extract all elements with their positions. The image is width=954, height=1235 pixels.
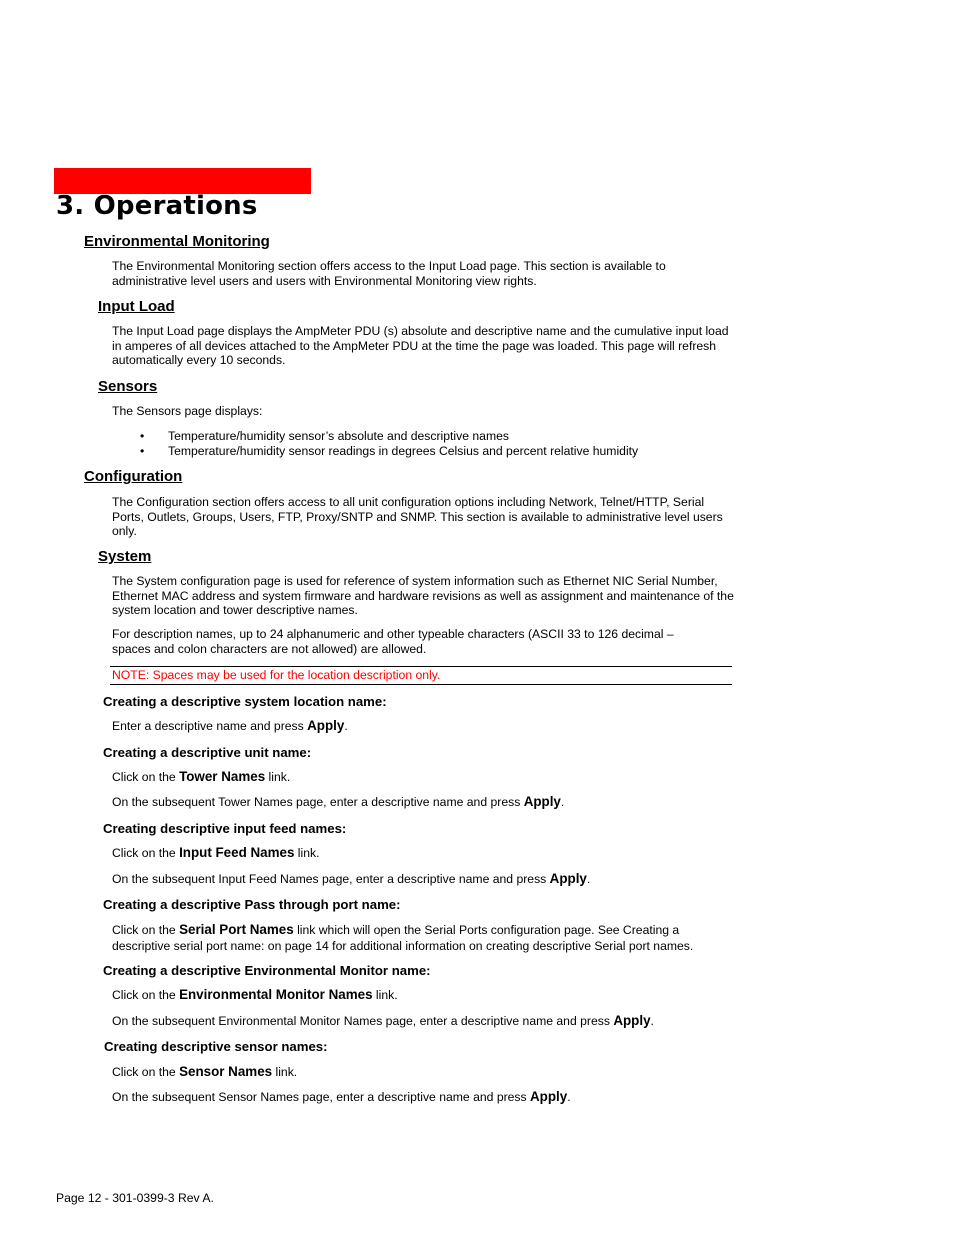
page-footer: Page 12 - 301-0399-3 Rev A.: [56, 1191, 214, 1205]
apply-term: Apply: [523, 794, 561, 809]
sensors-intro: The Sensors page displays:: [112, 404, 263, 418]
unit-name-step-1: [112, 770, 290, 785]
pass-through-step-1-continued: descriptive serial port name: on page 14 for additional information on creating descriptive Serial port names.: [112, 939, 694, 953]
step-text-end: link which will open the Serial Ports configuration page. See Creating a: [293, 923, 680, 937]
environmental-monitor-names-link-term: Environmental Monitor Names: [179, 987, 373, 1002]
sensor-names-link-term: Sensor Names: [179, 1064, 273, 1079]
pass-through-step-1: [112, 923, 679, 938]
input-feed-step-1: [112, 846, 319, 861]
step-text: Click on the: [112, 988, 180, 1002]
step-text: On the subsequent Input Feed Names page, enter a descriptive name and press: [112, 872, 550, 886]
step-text-end: link.: [294, 846, 320, 860]
step-text: On the subsequent Sensor Names page, enter a descriptive name and press: [112, 1090, 531, 1104]
bullet-icon: •: [140, 444, 145, 458]
serial-port-names-link-term: Serial Port Names: [179, 922, 294, 937]
list-item-text: Temperature/humidity sensor’s absolute and descriptive names: [168, 429, 509, 443]
env-monitor-step-1: [112, 988, 398, 1003]
environmental-monitoring-paragraph: The Environmental Monitoring section offers access to the Input Load page. This section is available to administrative level users and users with Environmental Monitoring view rights.: [112, 259, 666, 288]
step-text-end: .: [650, 1014, 654, 1028]
input-load-paragraph: The Input Load page displays the AmpMeter PDU (s) absolute and descriptive name and the cumulative input load in amperes of all devices attached to the AmpMeter PDU at the time the page was loaded. This page will refresh automatically every 10 seconds.: [112, 324, 729, 368]
step-text-end: .: [567, 1090, 571, 1104]
procedure-heading-environmental-monitor-name: Creating a descriptive Environmental Monitor name:: [103, 963, 431, 978]
list-item-text: Temperature/humidity sensor readings in degrees Celsius and percent relative humidity: [168, 444, 639, 458]
tower-names-link-term: Tower Names: [179, 769, 266, 784]
list-item: [138, 444, 638, 459]
step-text: Click on the: [112, 1065, 180, 1079]
step-text-end: link.: [265, 770, 291, 784]
subsection-heading-sensors: Sensors: [98, 378, 158, 395]
sensor-names-step-2: [112, 1090, 571, 1105]
step-text-end: link.: [372, 988, 398, 1002]
apply-term: Apply: [307, 718, 345, 733]
step-text: Click on the: [112, 770, 180, 784]
step-text-end: .: [586, 872, 591, 886]
section-heading-configuration: Configuration: [84, 468, 183, 485]
step-text: Enter a descriptive name and press: [112, 719, 308, 733]
system-description-rules: For description names, up to 24 alphanumeric and other typeable characters (ASCII 33 to 126 decimal – spaces and colon characters are not allowed) are allowed.: [112, 627, 674, 656]
sensor-names-step-1: [112, 1065, 297, 1080]
procedure-heading-unit-name: Creating a descriptive unit name:: [103, 745, 312, 760]
procedure-heading-pass-through-port: Creating a descriptive Pass through port name:: [103, 897, 401, 912]
location-name-step: [112, 719, 348, 734]
apply-term: Apply: [530, 1089, 568, 1104]
apply-term: Apply: [613, 1013, 651, 1028]
step-text-end: link.: [272, 1065, 298, 1079]
step-text: On the subsequent Tower Names page, enter a descriptive name and press: [112, 795, 524, 809]
input-feed-step-2: [112, 872, 590, 887]
system-paragraph: The System configuration page is used for reference of system information such as Ethernet NIC Serial Number, Ethernet MAC address and system firmware and hardware revisions as well as assignment and maintenance of the system location and tower descriptive names.: [112, 574, 734, 618]
step-text: Click on the: [112, 923, 180, 937]
configuration-paragraph: The Configuration section offers access to all unit configuration options including Network, Telnet/HTTP, Serial Ports, Outlets, Groups, Users, FTP, Proxy/SNTP and SNMP. This section is available to administrative level users only.: [112, 495, 723, 539]
unit-name-step-2: [112, 795, 564, 810]
input-feed-names-link-term: Input Feed Names: [179, 845, 295, 860]
procedure-heading-location-name: Creating a descriptive system location name:: [103, 694, 387, 709]
subsection-heading-input-load: Input Load: [98, 298, 175, 315]
step-text-end: .: [560, 795, 565, 809]
apply-term: Apply: [549, 871, 587, 886]
procedure-heading-sensor-names: Creating descriptive sensor names:: [104, 1039, 328, 1054]
step-text-end: .: [344, 719, 348, 733]
note-text: NOTE: Spaces may be used for the location description only.: [112, 668, 441, 682]
sensors-bullet-list: [138, 429, 638, 459]
env-monitor-step-2: [112, 1014, 654, 1029]
list-item: [138, 429, 638, 444]
bullet-icon: •: [140, 429, 145, 443]
chapter-title: 3. Operations: [56, 191, 258, 221]
section-heading-environmental-monitoring: Environmental Monitoring: [84, 233, 270, 250]
note-box: [110, 666, 732, 685]
step-text: On the subsequent Environmental Monitor Names page, enter a descriptive name and press: [112, 1014, 614, 1028]
step-text: Click on the: [112, 846, 180, 860]
procedure-heading-input-feed-names: Creating descriptive input feed names:: [103, 821, 347, 836]
subsection-heading-system: System: [98, 548, 152, 565]
